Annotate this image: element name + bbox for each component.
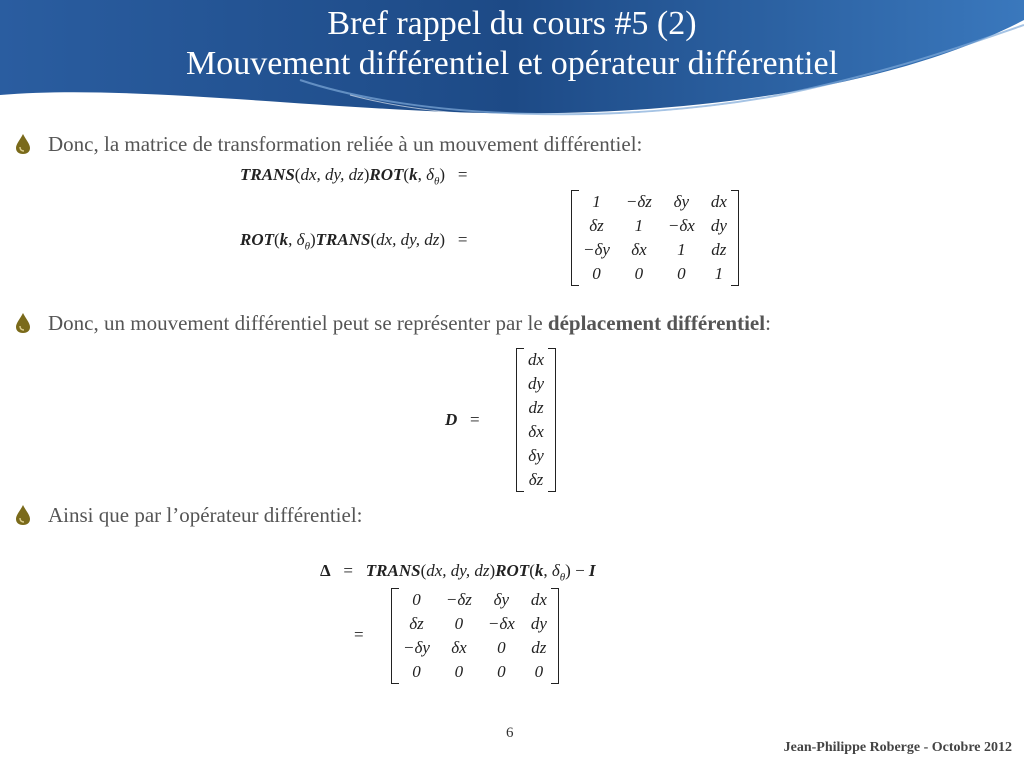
bullet-1-text: Donc, la matrice de transformation reliée à un mouvement différentiel: [48,132,643,156]
eq1-line1: TRANS(dx, dy, dz)ROT(k, $\delta_\theta$) = [240,165,468,188]
eq3-line1: Δ = TRANS(dx, dy, dz)ROT(k, $\delta_\theta) - I$ [320,561,596,584]
bullet-1 [12,132,642,157]
bullet-3 [12,503,363,528]
bullet-2 [12,311,771,336]
bullet-3-text: Ainsi que par l’opérateur différentiel: [48,503,363,527]
eq1-matrix: 1 −δz δy dx δz 1 −δx dy −δy δx 1 dz 0 0 0 1 [575,190,735,286]
water-drop-icon [12,503,34,527]
eq2-lhs: D = [445,410,480,429]
title-line-1: Bref rappel du cours #5 (2) [327,5,697,42]
title-line-2: Mouvement différentiel et opérateur différentiel [185,45,839,82]
water-drop-icon [12,132,34,156]
author-footer: Jean-Philippe Roberge - Octobre 2012 [783,740,1012,755]
water-drop-icon [12,311,34,335]
page-number: 6 [506,725,514,741]
eq2-vector: dx dy dz δx δy δz [520,348,552,492]
eq3-matrix: 0 −δz δy dx δz 0 −δx dy −δy δx 0 dz 0 0 0 0 [395,588,555,684]
bullet-2-text: Donc, un mouvement différentiel peut se représenter par le déplacement différentiel: [48,311,771,335]
eq1-line2: ROT(k, $\delta_\theta)TRANS(dx$, dy, dz) = [240,230,468,253]
eq3-line2: = [354,625,364,644]
slide-title [0,0,1024,84]
